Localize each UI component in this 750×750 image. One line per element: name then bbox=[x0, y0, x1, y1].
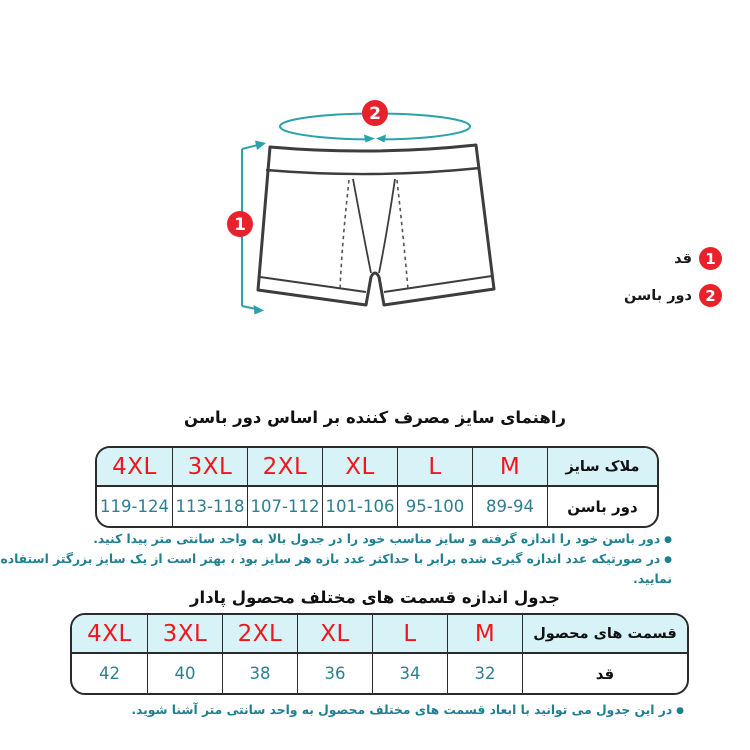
t1-size-xl: XL bbox=[345, 453, 375, 480]
legend-2-label: دور باسن bbox=[623, 287, 692, 304]
t1-value-3xl: 113-118 bbox=[175, 497, 245, 516]
t2-size-xl: XL bbox=[320, 620, 350, 647]
product-dimensions-table bbox=[70, 613, 689, 695]
t1-row-label: دور باسن bbox=[567, 497, 638, 516]
section1-title: راهنمای سایز مصرف کننده بر اساس دور باسن bbox=[183, 408, 567, 427]
t2-size-m: M bbox=[474, 620, 496, 647]
legend-item-hip bbox=[624, 284, 722, 307]
note-size-up: ●در صورتیکه عدد اندازه گیری شده برابر با حداکثر عدد بازه هر سایز بود ، بهتر است از یک سایز بزرگتر استفاده نمایید. bbox=[0, 552, 672, 586]
t2-size-2xl: 2XL bbox=[237, 620, 283, 647]
note-measure-hip: ●دور باسن خود را اندازه گرفته و سایز مناسب خود را در جدول بالا به واحد سانتی متر پیدا کنید. bbox=[93, 532, 672, 546]
t1-value-xl: 101-106 bbox=[325, 497, 395, 516]
t2-size-l: L bbox=[403, 620, 417, 647]
t2-value-m: 32 bbox=[474, 664, 496, 683]
t2-criterion-header: قسمت های محصول bbox=[533, 625, 677, 642]
note-dimensions-info: ●در این جدول می توانید با ابعاد قسمت های مختلف محصول به واحد سانتی متر آشنا شوید. bbox=[131, 703, 684, 717]
bullet-icon: ● bbox=[676, 706, 684, 716]
t1-size-l: L bbox=[428, 453, 442, 480]
t2-row-label: قد bbox=[595, 664, 615, 683]
t2-size-4xl: 4XL bbox=[87, 620, 132, 647]
section2-title: جدول اندازه قسمت های مختلف محصول پادار bbox=[190, 588, 560, 607]
t1-size-3xl: 3XL bbox=[187, 453, 233, 480]
size-guide-table bbox=[95, 446, 659, 528]
t2-value-xl: 36 bbox=[324, 664, 346, 683]
boxer-shorts-drawing bbox=[200, 93, 530, 328]
legend-item-height bbox=[674, 247, 722, 270]
t2-value-4xl: 42 bbox=[99, 664, 120, 683]
t2-size-3xl: 3XL bbox=[162, 620, 208, 647]
t1-value-l: 95-100 bbox=[405, 497, 465, 516]
t1-criterion-header: ملاک سایز bbox=[565, 458, 640, 475]
legend-1-badge-icon: 1 bbox=[699, 247, 722, 270]
t1-size-m: M bbox=[499, 453, 521, 480]
section2-notes bbox=[131, 701, 684, 721]
marker-1-badge bbox=[227, 211, 253, 237]
section1-notes bbox=[0, 530, 672, 589]
legend-2-badge-icon: 2 bbox=[699, 284, 722, 307]
t2-value-l: 34 bbox=[399, 664, 421, 683]
shorts-outline bbox=[258, 145, 494, 305]
svg-text:2: 2 bbox=[369, 104, 381, 124]
bullet-icon: ● bbox=[664, 555, 672, 565]
t1-size-2xl: 2XL bbox=[262, 453, 308, 480]
legend-1-label: قد bbox=[674, 250, 692, 267]
bullet-icon: ● bbox=[664, 535, 672, 545]
t1-size-4xl: 4XL bbox=[112, 453, 157, 480]
t1-value-m: 89-94 bbox=[486, 497, 534, 516]
t2-value-3xl: 40 bbox=[174, 664, 196, 683]
t1-value-4xl: 119-124 bbox=[100, 497, 169, 516]
t1-value-2xl: 107-112 bbox=[250, 497, 320, 516]
svg-text:1: 1 bbox=[234, 215, 246, 235]
marker-2-badge bbox=[362, 100, 388, 126]
t2-value-2xl: 38 bbox=[249, 664, 271, 683]
